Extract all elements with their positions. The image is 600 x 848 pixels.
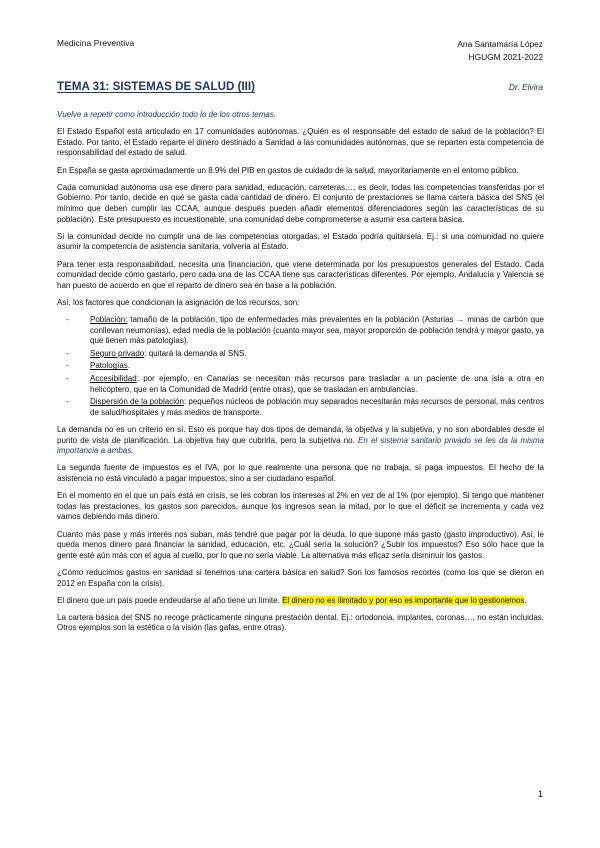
- factor-text: .: [127, 361, 131, 371]
- factor-text: : pequeños núcleos de población muy separados necesitarán más recursos de personal, más centros de salud/hospitales y más medios de transporte.: [90, 397, 545, 417]
- paragraph-4: Si la comunidad decide no cumplir una de las competencias otorgadas, el Estado podría quitársela. Ej.: si una comunidad no quiere asumir la competencia de asistencia sanitaria, volvería al Estado.: [57, 231, 544, 252]
- page-title: TEMA 31: SISTEMAS DE SALUD (III): [57, 80, 255, 93]
- list-item: [90, 315, 544, 347]
- factor-text: : quitará la demanda al SNS.: [144, 348, 247, 358]
- list-item: [90, 349, 544, 360]
- factor-text: tamaño de la población, tipo de enfermedades más prevalentes en la población (Asturias → minas de carbón que conllevan neumonías), edad media de la población (cuanto mayor sea, mayor proporción de población tendrá y mayor gasto, ya que tienen más patologías).: [90, 315, 544, 346]
- header-author-block: [457, 38, 543, 64]
- paragraph-2: En España se gasta aproximadamente un 8.9% del PIB en gastos de cuidado de la salud, mayoritariamente en el entorno público.: [57, 165, 519, 175]
- factor-text: : por ejemplo, en Canarias se necesitan más recursos para trasladar a un paciente de una isla a otra en helicóptero, que en la Comunidad de Madrid (entre otras), que se trasladan en ambulancias.: [90, 374, 544, 394]
- header-author-name: Ana Santamaría López: [457, 39, 543, 49]
- list-item: [90, 397, 544, 418]
- paragraph-9: Cuanto más pase y más interés nos suban, más tendré que pagar por la deuda, lo que supone más gasto (gasto improductivo). Así, le queda menos dinero para financiar la sanidad, educación, etc. ¿Cuál sería la solución? ¿Subir los impuestos? Eso sólo hace que la gente esté aún más con el agua al cuello, por lo que no sería viable. La alternativa más eficaz sería disminuir los gastos.: [57, 529, 544, 560]
- page-number: 1: [537, 789, 543, 799]
- paragraph-7: La segunda fuente de impuestos es el IVA, por lo que realmente una persona que no trabaja, sí paga impuestos. El hecho de la asistencia no está vinculado a pagar impuestos, sino a ser ciudadano español.: [57, 463, 544, 483]
- paragraph-5: Para tener esta responsabilidad, necesita una financiación, que viene determinada por los presupuestos generales del Estado. Cada comunidad decide cómo gastarlo, pero cada una de las CCAA tiene sus características diferentes. Por ejemplo, Andalucía y Valencia se han puesto de acuerdo en que el reparto de dinero sea en base a la población.: [57, 259, 544, 290]
- factor-term: Población:: [90, 315, 128, 325]
- paragraph-1: El Estado Español está articulado en 17 comunidades autónomas. ¿Quién es el responsable del estado de salud de la población? El Estado. Por tanto, el Estado reparte el dinero destinado a Sanidad a las comunidades autónomas, que se reparten esta competencia de responsabilidad del estado de salud.: [57, 127, 544, 158]
- paragraph-11-end: .: [524, 595, 527, 605]
- demand-italic-note: En el sistema sanitario privado se les da la misma importancia a ambas.: [57, 435, 544, 456]
- lecturer-name: Dr. Elvira: [508, 82, 543, 92]
- paragraph-11-start: El dinero que un país puede endeudarse al año tiene un límite.: [57, 595, 283, 605]
- paragraph-3: Cada comunidad autónoma usa ese dinero para sanidad, educación, carreteras…, es decir, todas las competencias transferidas por el Gobierno. Por tanto, decide en qué se gasta cada cantidad de dinero. El conjunto de prestaciones se llama cartera básica del SNS (el mínimo que deben cumplir las CCAA, aunque después pueden añadir elementos diferenciadores según las características de su población). Este presupuesto es incuestionable, una comunidad debe comprometerse a asumir esa cartera básica.: [57, 182, 544, 224]
- header-subject: Medicina Preventiva: [57, 38, 135, 48]
- paragraph-8: En el momento en el que un país está en crisis, se les cobran los intereses al 2% en vez de al 1% (por ejemplo). Si tengo que mantener todas las prestaciones, los gastos son parecidos, aunque los ingresos sean la mitad, por lo que el déficit se incrementa y cada vez vamos debiendo más dinero.: [57, 491, 544, 522]
- factor-term: Seguro privado: [90, 348, 145, 358]
- factor-term: Dispersión de la población: [90, 397, 184, 407]
- list-item: [90, 374, 544, 395]
- document-body: [57, 110, 544, 641]
- paragraph-12: La cartera básica del SNS no recoge prácticamente ninguna prestación dental. Ej.: ortodoncia, implantes, coronas…, no están incluidas. Otros ejemplos son la estética o la visión (las gafas, entre otras).: [57, 612, 544, 633]
- factor-term: Patologías: [90, 361, 128, 371]
- factor-term: Accesibilidad: [90, 374, 137, 384]
- demand-text: La demanda no es un criterio en sí. Esto es porque hay dos tipos de demanda, la objetiva y la subjetiva, y no son abordables desde el punto de vista de planificación. La objetiva hay que cubrirla, pero la subjetiva no.: [57, 425, 544, 445]
- paragraph-11: [57, 596, 544, 607]
- highlighted-text: El dinero no es ilimitado y por eso es importante que lo gestionemos: [282, 595, 525, 605]
- paragraph-6: Así, los factores que condicionan la asignación de los recursos, son:: [57, 297, 300, 307]
- title-row: [57, 80, 543, 96]
- list-item: [90, 361, 544, 372]
- paragraph-10: ¿Cómo reducimos gastos en sanidad si tenemos una cartera básica en salud? Son los famosos recortes (como los que se dieron en 2012 en España con la crisis).: [57, 567, 544, 588]
- factors-list: [57, 315, 544, 418]
- intro-paragraph: Vuelve a repetir como introducción todo lo de los otros temas.: [57, 110, 277, 119]
- header-course: HGUGM 2021-2022: [468, 52, 543, 62]
- demand-paragraph: [57, 425, 544, 457]
